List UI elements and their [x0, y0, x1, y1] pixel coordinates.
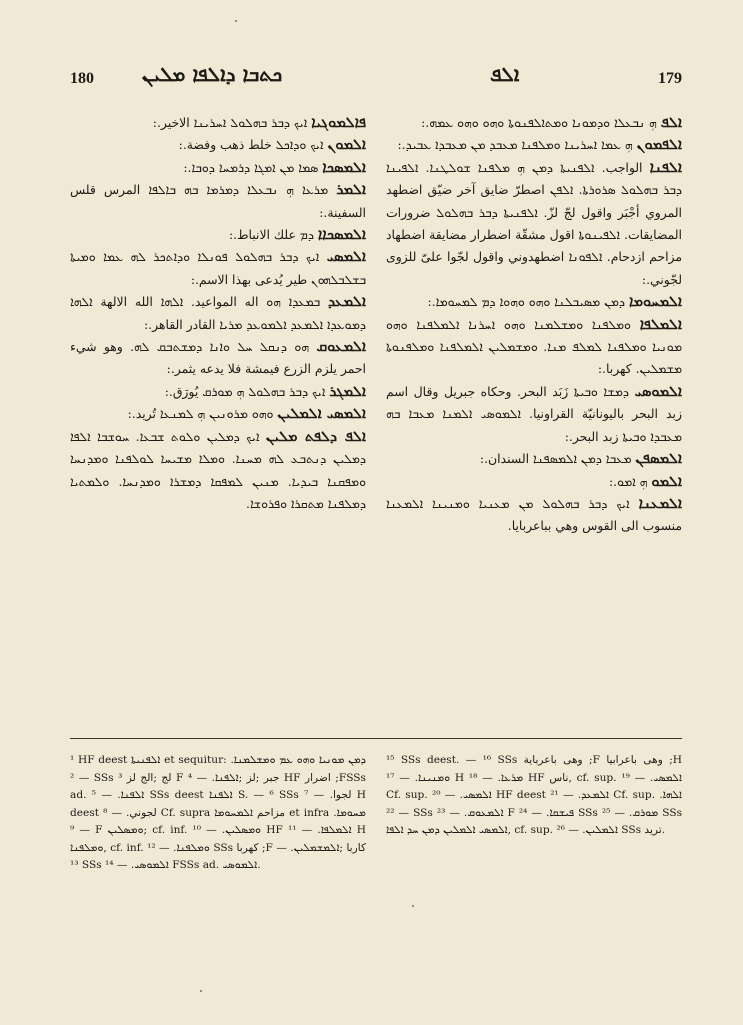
definition: ܒܡܥܕܐ ܗܘ اله المواعيد. ܐܠܗܐ الله الالهة ܐܠܗܐ ܕܡܘܥܕܐ ܐܠܡܥܕ ܐܠܡܘܥܕ ܡܪܝܐ القادر القاهر.:: [70, 294, 366, 332]
dictionary-entry: [70, 179, 366, 224]
headword: ܐܠܡܘ: [651, 472, 682, 490]
definition: ܣܡܐ ܡܢ ܐܡܓܐ ܕܪܡܚܐ ܕܘܒܐ.:: [183, 159, 323, 175]
dictionary-entry: [386, 471, 682, 493]
paper-speck: [200, 990, 202, 992]
definition: ܡܪܥܐ ܗܼ ܢܒܥܠܐ ܕܡܪܡܐ ܒܗ ܒܐܠܦܐ المرس قلس السفينة.:: [70, 182, 366, 220]
headword: ܐܠܡܣܝ ܐܠܡܠܝܢ: [277, 405, 366, 423]
left-column: [70, 112, 366, 722]
headword: ܐܠܦܡܘܢ: [636, 136, 682, 154]
dictionary-entry: [386, 157, 682, 291]
dictionary-entry: [386, 112, 682, 134]
paper-speck: [412, 905, 414, 907]
definition: ܕܡ علك الانباط.:: [228, 227, 318, 243]
dictionary-entry: [386, 314, 682, 381]
footnotes: [70, 752, 682, 957]
dictionary-entry: [70, 224, 366, 246]
footnote-block: ¹⁵ SSs deest. — ¹⁶ SSs وهى باعرباية ;F وهى باعرابيا ;H ܘܡܢܝܢܐ. — ¹⁷ H ܡܪܥܐ. — ¹⁸ HF ناس, cf. sup. ܐܠܡܣܝ. — ¹⁹ Cf. sup. ܐܠܡܣܝ. — ²⁰ HF deest ܐܠܡܥܕ. — ²¹ Cf. sup. ܐܠܗܐ. — ²² SSs ܐܠܡܥܘܩ. — ²³ F ܦܝܫܩܐ. — ²⁴ SSs ܡܘܪܩ. — ²⁵ SSs ܐܠܡܣܝ ܐܠܡܠܝܢ ܕܡܢ ܚܕ ܐܠܦܐ, cf. sup. ܐܠܡܠܝܢ. — ²⁶ SSs تريد.: [386, 754, 682, 836]
definition: ܕܡܫܐ ܘܒܝܬܐ زَبَد البحر. وحكاه جبريل وقال اسم زبد البحر باليونانيّة القراونيا. ܐܠܡܘܣܝ ܐܠܡܢܐ ܡܥܒܐ ܒܗ ܡܥܒܕܐ ܘܒܝܬܐ زبد البحر.:: [386, 383, 682, 444]
dictionary-entry: [70, 134, 366, 156]
definition: ܐܝܟ ܕܒܪ ܒܗܠܘܠ ܐܚܪܝܢܐ الاخير.:: [152, 115, 312, 130]
dictionary-entry: [386, 448, 682, 470]
definition: ܕܡܢ ܡܣܝܒܠܢܐ ܘܗܘ ܘܗܘܐ ܕܡ ܠܡܚܘܡܐ.:: [427, 294, 629, 310]
headword: ܐܠܡܥܘܩ: [316, 338, 366, 356]
footnotes-left-column: [70, 752, 366, 957]
left-page-number: 180: [70, 70, 94, 87]
headword: ܐܠܡܣܟܐ: [322, 158, 366, 176]
definition: الواجب. ܐܠܦܢܝܬܐ ܕܡܢ ܗܼ ܡܠܦܢܐ ܫܘܠܛܢܐ. ܐܠܦܝܢܐ ܕܒܪ ܒܗܠܘܠ ܣܪܘܪܬܐ. ܐܠܦܢ اصطرّ ضايق آخر ضيّق اضطهد المروي أجْبَر واقول لجّ لزّ. ܐܠܦܢܝܬܐ ܕܒܪ ܒܗܠܘܠ ضرورات المضايقات. ܐܠܦܝܢܘܬܐ اقول مشقّة اضطرار مضايقة اضطهاد مزاحم ازدحام. ܐܠܦܘܢܐ اضطهدوني واقول لجّوا علىّ للزوى لجّوني.:: [386, 159, 682, 287]
headword: ܐܠܡܘܢ: [327, 136, 366, 154]
headword: ܐܠܡܓܪ: [329, 382, 366, 400]
definition: ܐܝܟ ܕܒܪ ܒܗܠܘܠ ܦܘܢܠܐ ܘܕܐܬܟܪ ܠܗ ܥܡܐ ܘܡܝܬܐ ܒܫܠܒܠܗܘܢ طير يُدعى بهذا الاسم.:: [70, 249, 366, 287]
right-running-head: ܐܠܦ: [490, 62, 520, 86]
headword: ܐܠܡܚܘܡܐ: [628, 293, 682, 311]
definition: ܐܝܟ ܕܒܪ ܒܗܠܘܠ ܗܼ ܡܘܪܩ يُورَق.:: [164, 383, 330, 399]
page-header: [70, 60, 682, 98]
headword: ܐܠܡܣܟܐܐ: [317, 226, 366, 244]
main-text: [70, 112, 682, 722]
definition: ܗܼ ܢܒܥܠܐ ܘܕܡܘܢܐ ܘܡܬܐܠܦܢܘܬܐ ܘܗܘ ܘܗܘ ܥܡܗ.:: [421, 115, 661, 130]
dictionary-entry: [386, 493, 682, 538]
definition: ܘܡܠܦܢܐ ܘܡܫܠܡܢܐ ܘܗܘ ܐܚܪܢܐ ܐܠܡܠܦܢܐ ܘܗܘ ܡܘܢܝܐ ܘܡܠܦܢܐ ܠܡܠܦ ܡܢܐ. ܘܡܫܡܠܝܢ ܐܠܡܠܦܢܐ ܘܡܠܦܢܘܬܐ ܡܫܡܠܝܢ. كهربا.:: [386, 316, 682, 377]
right-page-number: 179: [658, 70, 682, 87]
dictionary-entry: [70, 336, 366, 381]
definition: ܗܼ ܐܡܘ.:: [608, 473, 652, 489]
headword: ܐܠܡܠܦܐ: [639, 315, 682, 333]
headword: ܐܠܦܢܐ: [649, 158, 682, 176]
footnotes-right-column: [386, 752, 682, 957]
dictionary-entry: [70, 403, 366, 425]
left-running-head: ܟܬܒܐ ܕܐܠܦܐ ܡܠܝܢ: [142, 62, 283, 86]
headword: ܐܠܡܥܢܐ: [638, 494, 682, 512]
dictionary-entry: [70, 246, 366, 291]
headword: ܐܠܡܘܣܝ: [634, 382, 682, 400]
dictionary-entry: [70, 381, 366, 403]
definition: ܡܥܒܐ ܕܡܢ ܐܠܡܣܦܢܐ السندان.:: [479, 451, 636, 467]
dictionary-entry: [386, 134, 682, 156]
paper-speck: [235, 20, 237, 22]
footnote-block: ¹ HF deest ܐܠܦܢܝܬܐ et sequitur: ܕܡܢ ܡܘܢܝܐ ܘܗܘ ܥܡ ܘܡܫܠܡܢܐ. — ² SSs لج ;الج لز ³ F جبر ;لز ;ܐܠܦܢܐ. — ⁴ HF اضرار ;FSSs ad. ܐܠܦܢܐ. — ⁵ SSs deest ܐܠܦܢܐ S. — ⁶ SSs لجوا. — ⁷ H deest لجوني. — ⁸ Cf. supra مزاحم ܐܠܡܚܘܡܐ et infra ܡܚܘܡܐ. — ⁹ F ܘܡܣܠܝܢ; cf. inf. ܘܡܣܠܝܢ. — ¹⁰ HF ܐܠܡܠܦܐ. — ¹¹ H ܘܡܠܦܢܐ, cf. inf. ܘܡܠܦܢܐ. — ¹² SSs كهربا ;F كاربا ;ܐܠܡܫܡܠܝܢ. — ¹³ SSs ܐܠܡܘܣܝ. — ¹⁴ FSSs ad. ܐܠܡܘܣܝ.: [70, 754, 366, 871]
headword: ܐܠܡܣܝ: [326, 248, 366, 266]
definition: ܗܘ ܕܢܩܠ ܚܠ ܘܐܢܐ ܕܡܫܬܒܩ ܠܗ. وهو شيء احمر يلزم الزرع فيمشة فلا يدعه يثمر.:: [70, 339, 366, 377]
dictionary-entry: [386, 291, 682, 313]
headword: ܐܠܦ ܕܠܦܬ ܡܠܝܢ: [265, 427, 366, 445]
definition: ܐܝܟ ܕܒܪ ܒܗܠܘܠ ܡܢ ܡܥܢܝܐ ܘܡܢܝܢܐ ܐܠܡܥܢܐ منسوب الى القوس وهي بباعربايا.: [386, 495, 682, 534]
headword: ܐܠܡܣܦܢ: [635, 450, 682, 468]
footnote-divider: [70, 738, 682, 739]
dictionary-entry: [70, 157, 366, 179]
definition: ܘܗܘ ܡܪܘܢܝܢ ܗܼ ܠܡܢܥܐ تُريد.:: [127, 406, 278, 422]
dictionary-entry: [386, 381, 682, 448]
headword: ܦܐܠܡܘܓܝܐ: [311, 114, 366, 131]
headword: ܐܠܦ: [660, 114, 682, 131]
dictionary-entry: [70, 291, 366, 336]
headword: ܐܠܡܪ: [336, 181, 366, 199]
dictionary-entry: [70, 112, 366, 134]
right-column: [386, 112, 682, 722]
definition: ܐܝܟ ܕܡܠܝܢ ܘܠܘܬ ܫܒܥܐ. ܚܘܫܒܐ ܐܠܦܐ ܕܡܠܝܢ ܕܢܬܒܥ ܠܗ ܡܚܢܐ. ܘܡܠܐ ܡܫܝܚܐ ܠܘܠܦܢܐ ܘܡܕܢܚܐ ܘܡܦܩܢܐ ܒܝܕܝܐ. ܡܢܝܢ ܠܡܦܩܐ ܕܡܫܪܐ ܘܡܕܢܚܐ. ܘܠܡܬܝܐ ܕܡܠܦܢܐ ܡܬܩܪܐ ܘܦܪܘܫܐ.: [70, 428, 366, 511]
definition: ܗܼ ܥܡܐ ܐܚܪܝܢܐ ܘܡܠܦܢܐ ܡܥܒܕ ܡܢ ܡܥܒܕܐ ܥܒܝܕ.:: [397, 137, 637, 153]
headword: ܐܠܡܥܕ: [328, 293, 366, 311]
dictionary-entry: [70, 426, 366, 516]
definition: ܐܝܟ ܘܕܐܟܠ خلط ذهب وفضة.:: [178, 137, 328, 153]
